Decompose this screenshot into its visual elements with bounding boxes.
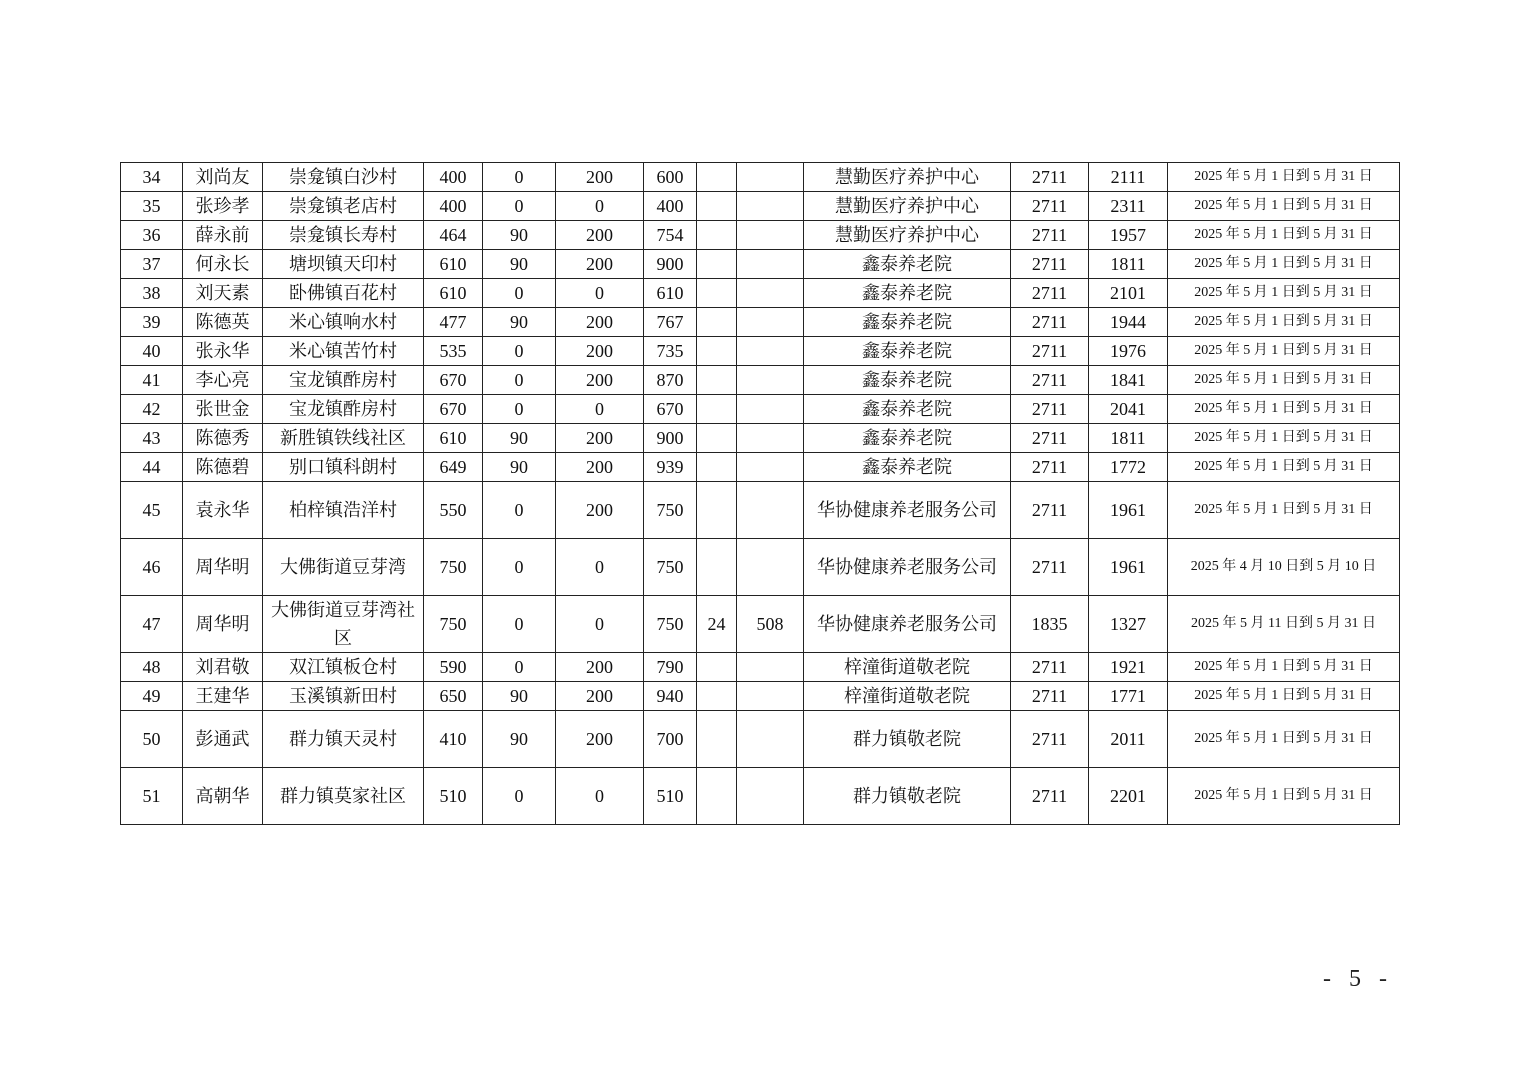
cell-amount-3: 0 xyxy=(556,395,644,424)
cell-amount-2: 0 xyxy=(483,192,556,221)
cell-amount-4: 2711 xyxy=(1011,366,1089,395)
page-number: - 5 - xyxy=(1323,966,1393,992)
cell-amount-2: 90 xyxy=(483,308,556,337)
cell-amount-5: 1921 xyxy=(1089,653,1168,682)
cell-extra-1 xyxy=(697,424,737,453)
cell-amount-4: 2711 xyxy=(1011,682,1089,711)
cell-extra-1 xyxy=(697,653,737,682)
cell-amount-1: 649 xyxy=(424,453,483,482)
cell-amount-2: 90 xyxy=(483,711,556,768)
table-row xyxy=(121,539,1400,596)
cell-institution: 鑫泰养老院 xyxy=(804,250,1011,279)
cell-amount-1: 610 xyxy=(424,279,483,308)
table-row xyxy=(121,453,1400,482)
cell-amount-3: 0 xyxy=(556,279,644,308)
cell-amount-total: 750 xyxy=(644,596,697,653)
table-row xyxy=(121,482,1400,539)
cell-period: 2025 年 5 月 1 日到 5 月 31 日 xyxy=(1168,308,1400,337)
cell-person-name: 张永华 xyxy=(183,337,263,366)
table-row xyxy=(121,395,1400,424)
cell-period: 2025 年 5 月 1 日到 5 月 31 日 xyxy=(1168,279,1400,308)
roster-table xyxy=(120,162,1400,825)
cell-extra-1 xyxy=(697,221,737,250)
cell-village: 宝龙镇酢房村 xyxy=(263,366,424,395)
table-row xyxy=(121,308,1400,337)
cell-amount-total: 790 xyxy=(644,653,697,682)
cell-amount-3: 200 xyxy=(556,250,644,279)
cell-amount-5: 1944 xyxy=(1089,308,1168,337)
table-row xyxy=(121,337,1400,366)
cell-row-number: 44 xyxy=(121,453,183,482)
table-row xyxy=(121,653,1400,682)
cell-amount-2: 90 xyxy=(483,250,556,279)
cell-person-name: 刘君敬 xyxy=(183,653,263,682)
cell-village: 别口镇科朗村 xyxy=(263,453,424,482)
cell-row-number: 43 xyxy=(121,424,183,453)
cell-extra-1 xyxy=(697,711,737,768)
cell-amount-2: 0 xyxy=(483,653,556,682)
cell-amount-total: 610 xyxy=(644,279,697,308)
cell-amount-5: 2111 xyxy=(1089,163,1168,192)
cell-period: 2025 年 5 月 1 日到 5 月 31 日 xyxy=(1168,192,1400,221)
cell-institution: 鑫泰养老院 xyxy=(804,453,1011,482)
cell-amount-3: 0 xyxy=(556,539,644,596)
cell-extra-1 xyxy=(697,453,737,482)
cell-village: 大佛街道豆芽湾 xyxy=(263,539,424,596)
cell-amount-1: 610 xyxy=(424,250,483,279)
cell-amount-3: 0 xyxy=(556,596,644,653)
cell-amount-total: 510 xyxy=(644,768,697,825)
cell-extra-2 xyxy=(737,711,804,768)
cell-amount-total: 750 xyxy=(644,539,697,596)
cell-amount-2: 0 xyxy=(483,279,556,308)
table-row xyxy=(121,250,1400,279)
cell-village: 双江镇板仓村 xyxy=(263,653,424,682)
cell-amount-4: 2711 xyxy=(1011,482,1089,539)
cell-period: 2025 年 5 月 1 日到 5 月 31 日 xyxy=(1168,424,1400,453)
cell-amount-1: 590 xyxy=(424,653,483,682)
cell-extra-2 xyxy=(737,768,804,825)
cell-extra-2: 508 xyxy=(737,596,804,653)
cell-amount-1: 650 xyxy=(424,682,483,711)
cell-extra-1 xyxy=(697,366,737,395)
cell-person-name: 薛永前 xyxy=(183,221,263,250)
cell-institution: 群力镇敬老院 xyxy=(804,768,1011,825)
cell-extra-1 xyxy=(697,250,737,279)
cell-extra-2 xyxy=(737,279,804,308)
table-row xyxy=(121,768,1400,825)
cell-amount-1: 510 xyxy=(424,768,483,825)
table-row xyxy=(121,366,1400,395)
cell-amount-1: 610 xyxy=(424,424,483,453)
cell-amount-2: 0 xyxy=(483,539,556,596)
cell-amount-5: 1961 xyxy=(1089,539,1168,596)
cell-amount-4: 2711 xyxy=(1011,337,1089,366)
cell-amount-total: 754 xyxy=(644,221,697,250)
cell-period: 2025 年 5 月 1 日到 5 月 31 日 xyxy=(1168,653,1400,682)
cell-amount-1: 750 xyxy=(424,539,483,596)
cell-amount-3: 0 xyxy=(556,192,644,221)
cell-person-name: 张珍孝 xyxy=(183,192,263,221)
cell-person-name: 何永长 xyxy=(183,250,263,279)
cell-row-number: 48 xyxy=(121,653,183,682)
cell-row-number: 34 xyxy=(121,163,183,192)
cell-extra-2 xyxy=(737,424,804,453)
cell-period: 2025 年 5 月 1 日到 5 月 31 日 xyxy=(1168,395,1400,424)
cell-extra-1 xyxy=(697,308,737,337)
cell-extra-2 xyxy=(737,482,804,539)
cell-row-number: 46 xyxy=(121,539,183,596)
cell-amount-5: 2311 xyxy=(1089,192,1168,221)
cell-extra-2 xyxy=(737,395,804,424)
cell-amount-total: 670 xyxy=(644,395,697,424)
cell-amount-4: 2711 xyxy=(1011,711,1089,768)
cell-amount-2: 90 xyxy=(483,424,556,453)
cell-extra-2 xyxy=(737,308,804,337)
cell-institution: 鑫泰养老院 xyxy=(804,366,1011,395)
cell-village: 群力镇莫家社区 xyxy=(263,768,424,825)
cell-institution: 华协健康养老服务公司 xyxy=(804,482,1011,539)
cell-row-number: 47 xyxy=(121,596,183,653)
cell-village: 柏梓镇浩洋村 xyxy=(263,482,424,539)
cell-row-number: 49 xyxy=(121,682,183,711)
cell-village: 大佛街道豆芽湾社区 xyxy=(263,596,424,653)
cell-amount-1: 550 xyxy=(424,482,483,539)
cell-village: 崇龛镇长寿村 xyxy=(263,221,424,250)
cell-extra-1 xyxy=(697,768,737,825)
cell-amount-5: 1771 xyxy=(1089,682,1168,711)
cell-institution: 慧勤医疗养护中心 xyxy=(804,163,1011,192)
cell-amount-total: 939 xyxy=(644,453,697,482)
cell-amount-1: 400 xyxy=(424,163,483,192)
cell-row-number: 50 xyxy=(121,711,183,768)
table-row xyxy=(121,192,1400,221)
cell-extra-2 xyxy=(737,337,804,366)
cell-village: 崇龛镇老店村 xyxy=(263,192,424,221)
cell-amount-2: 0 xyxy=(483,163,556,192)
cell-extra-2 xyxy=(737,453,804,482)
cell-period: 2025 年 5 月 1 日到 5 月 31 日 xyxy=(1168,453,1400,482)
cell-extra-1 xyxy=(697,395,737,424)
cell-period: 2025 年 5 月 1 日到 5 月 31 日 xyxy=(1168,366,1400,395)
cell-row-number: 45 xyxy=(121,482,183,539)
table-row xyxy=(121,163,1400,192)
cell-institution: 鑫泰养老院 xyxy=(804,279,1011,308)
cell-amount-2: 0 xyxy=(483,337,556,366)
cell-period: 2025 年 4 月 10 日到 5 月 10 日 xyxy=(1168,539,1400,596)
cell-amount-3: 200 xyxy=(556,366,644,395)
cell-period: 2025 年 5 月 11 日到 5 月 31 日 xyxy=(1168,596,1400,653)
cell-amount-2: 0 xyxy=(483,395,556,424)
table-row xyxy=(121,682,1400,711)
cell-amount-4: 2711 xyxy=(1011,250,1089,279)
cell-amount-1: 400 xyxy=(424,192,483,221)
cell-extra-1 xyxy=(697,192,737,221)
cell-row-number: 35 xyxy=(121,192,183,221)
cell-amount-1: 670 xyxy=(424,366,483,395)
cell-institution: 鑫泰养老院 xyxy=(804,337,1011,366)
cell-amount-total: 700 xyxy=(644,711,697,768)
cell-amount-4: 2711 xyxy=(1011,653,1089,682)
cell-row-number: 38 xyxy=(121,279,183,308)
cell-row-number: 36 xyxy=(121,221,183,250)
table-row xyxy=(121,711,1400,768)
cell-person-name: 陈德秀 xyxy=(183,424,263,453)
cell-village: 玉溪镇新田村 xyxy=(263,682,424,711)
cell-person-name: 高朝华 xyxy=(183,768,263,825)
cell-amount-2: 0 xyxy=(483,482,556,539)
cell-extra-1 xyxy=(697,337,737,366)
cell-extra-2 xyxy=(737,539,804,596)
cell-amount-4: 2711 xyxy=(1011,163,1089,192)
cell-person-name: 刘天素 xyxy=(183,279,263,308)
cell-amount-5: 1811 xyxy=(1089,250,1168,279)
cell-person-name: 王建华 xyxy=(183,682,263,711)
cell-institution: 鑫泰养老院 xyxy=(804,308,1011,337)
cell-village: 群力镇天灵村 xyxy=(263,711,424,768)
cell-amount-3: 200 xyxy=(556,308,644,337)
table-row xyxy=(121,424,1400,453)
cell-person-name: 陈德碧 xyxy=(183,453,263,482)
cell-village: 宝龙镇酢房村 xyxy=(263,395,424,424)
cell-amount-4: 2711 xyxy=(1011,221,1089,250)
cell-extra-1 xyxy=(697,482,737,539)
cell-amount-3: 0 xyxy=(556,768,644,825)
cell-amount-1: 670 xyxy=(424,395,483,424)
cell-amount-3: 200 xyxy=(556,682,644,711)
cell-period: 2025 年 5 月 1 日到 5 月 31 日 xyxy=(1168,711,1400,768)
cell-institution: 鑫泰养老院 xyxy=(804,424,1011,453)
cell-amount-total: 900 xyxy=(644,424,697,453)
cell-amount-1: 535 xyxy=(424,337,483,366)
cell-period: 2025 年 5 月 1 日到 5 月 31 日 xyxy=(1168,482,1400,539)
cell-amount-4: 2711 xyxy=(1011,768,1089,825)
cell-amount-3: 200 xyxy=(556,482,644,539)
cell-amount-3: 200 xyxy=(556,653,644,682)
cell-person-name: 袁永华 xyxy=(183,482,263,539)
cell-amount-3: 200 xyxy=(556,424,644,453)
cell-amount-2: 90 xyxy=(483,453,556,482)
cell-institution: 鑫泰养老院 xyxy=(804,395,1011,424)
cell-amount-total: 735 xyxy=(644,337,697,366)
cell-amount-4: 2711 xyxy=(1011,424,1089,453)
cell-amount-5: 1961 xyxy=(1089,482,1168,539)
cell-village: 米心镇响水村 xyxy=(263,308,424,337)
cell-person-name: 陈德英 xyxy=(183,308,263,337)
cell-row-number: 40 xyxy=(121,337,183,366)
cell-amount-3: 200 xyxy=(556,221,644,250)
cell-row-number: 42 xyxy=(121,395,183,424)
cell-amount-total: 940 xyxy=(644,682,697,711)
cell-extra-2 xyxy=(737,192,804,221)
cell-amount-5: 1957 xyxy=(1089,221,1168,250)
cell-amount-5: 1976 xyxy=(1089,337,1168,366)
cell-institution: 群力镇敬老院 xyxy=(804,711,1011,768)
cell-period: 2025 年 5 月 1 日到 5 月 31 日 xyxy=(1168,250,1400,279)
cell-amount-2: 0 xyxy=(483,596,556,653)
cell-extra-1 xyxy=(697,163,737,192)
cell-amount-3: 200 xyxy=(556,711,644,768)
cell-amount-total: 400 xyxy=(644,192,697,221)
cell-extra-1: 24 xyxy=(697,596,737,653)
table-row xyxy=(121,221,1400,250)
cell-amount-total: 767 xyxy=(644,308,697,337)
cell-extra-2 xyxy=(737,653,804,682)
cell-amount-2: 0 xyxy=(483,768,556,825)
cell-row-number: 37 xyxy=(121,250,183,279)
cell-amount-2: 0 xyxy=(483,366,556,395)
cell-extra-2 xyxy=(737,682,804,711)
cell-amount-2: 90 xyxy=(483,682,556,711)
cell-amount-total: 600 xyxy=(644,163,697,192)
cell-institution: 梓潼街道敬老院 xyxy=(804,653,1011,682)
cell-amount-5: 2201 xyxy=(1089,768,1168,825)
cell-row-number: 41 xyxy=(121,366,183,395)
cell-institution: 慧勤医疗养护中心 xyxy=(804,221,1011,250)
cell-amount-4: 1835 xyxy=(1011,596,1089,653)
cell-extra-1 xyxy=(697,539,737,596)
cell-person-name: 彭通武 xyxy=(183,711,263,768)
cell-amount-4: 2711 xyxy=(1011,453,1089,482)
cell-amount-1: 477 xyxy=(424,308,483,337)
cell-row-number: 51 xyxy=(121,768,183,825)
cell-extra-2 xyxy=(737,250,804,279)
cell-amount-5: 2041 xyxy=(1089,395,1168,424)
cell-period: 2025 年 5 月 1 日到 5 月 31 日 xyxy=(1168,221,1400,250)
cell-person-name: 李心亮 xyxy=(183,366,263,395)
cell-person-name: 刘尚友 xyxy=(183,163,263,192)
cell-amount-3: 200 xyxy=(556,163,644,192)
cell-village: 卧佛镇百花村 xyxy=(263,279,424,308)
cell-amount-total: 870 xyxy=(644,366,697,395)
cell-amount-1: 750 xyxy=(424,596,483,653)
cell-amount-5: 1811 xyxy=(1089,424,1168,453)
cell-row-number: 39 xyxy=(121,308,183,337)
cell-amount-4: 2711 xyxy=(1011,192,1089,221)
table-row xyxy=(121,279,1400,308)
cell-amount-4: 2711 xyxy=(1011,308,1089,337)
roster-body xyxy=(121,163,1400,825)
cell-village: 崇龛镇白沙村 xyxy=(263,163,424,192)
cell-period: 2025 年 5 月 1 日到 5 月 31 日 xyxy=(1168,768,1400,825)
cell-amount-5: 2011 xyxy=(1089,711,1168,768)
cell-extra-2 xyxy=(737,221,804,250)
cell-village: 米心镇苦竹村 xyxy=(263,337,424,366)
cell-amount-total: 750 xyxy=(644,482,697,539)
cell-extra-2 xyxy=(737,163,804,192)
cell-person-name: 周华明 xyxy=(183,596,263,653)
cell-village: 新胜镇铁线社区 xyxy=(263,424,424,453)
cell-amount-5: 1772 xyxy=(1089,453,1168,482)
cell-amount-5: 2101 xyxy=(1089,279,1168,308)
cell-extra-2 xyxy=(737,366,804,395)
cell-institution: 华协健康养老服务公司 xyxy=(804,539,1011,596)
cell-institution: 慧勤医疗养护中心 xyxy=(804,192,1011,221)
cell-amount-2: 90 xyxy=(483,221,556,250)
cell-amount-3: 200 xyxy=(556,453,644,482)
cell-extra-1 xyxy=(697,682,737,711)
cell-period: 2025 年 5 月 1 日到 5 月 31 日 xyxy=(1168,682,1400,711)
cell-village: 塘坝镇天印村 xyxy=(263,250,424,279)
cell-person-name: 周华明 xyxy=(183,539,263,596)
cell-period: 2025 年 5 月 1 日到 5 月 31 日 xyxy=(1168,337,1400,366)
cell-amount-5: 1841 xyxy=(1089,366,1168,395)
table-row xyxy=(121,596,1400,653)
cell-amount-4: 2711 xyxy=(1011,539,1089,596)
cell-amount-1: 410 xyxy=(424,711,483,768)
cell-amount-4: 2711 xyxy=(1011,395,1089,424)
cell-person-name: 张世金 xyxy=(183,395,263,424)
cell-amount-5: 1327 xyxy=(1089,596,1168,653)
cell-institution: 华协健康养老服务公司 xyxy=(804,596,1011,653)
cell-amount-4: 2711 xyxy=(1011,279,1089,308)
cell-amount-total: 900 xyxy=(644,250,697,279)
cell-period: 2025 年 5 月 1 日到 5 月 31 日 xyxy=(1168,163,1400,192)
cell-amount-1: 464 xyxy=(424,221,483,250)
cell-amount-3: 200 xyxy=(556,337,644,366)
cell-extra-1 xyxy=(697,279,737,308)
cell-institution: 梓潼街道敬老院 xyxy=(804,682,1011,711)
